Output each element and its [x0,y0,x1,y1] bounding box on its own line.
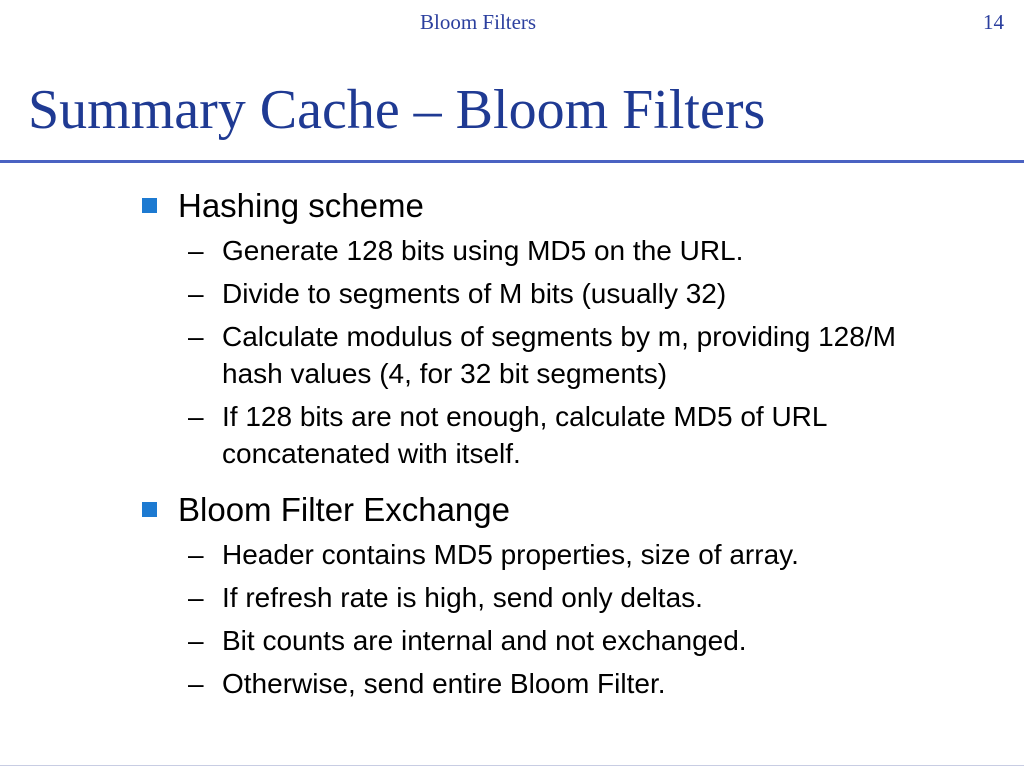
sub-bullet-text: Otherwise, send entire Bloom Filter. [222,668,666,699]
header-title: Bloom Filters [420,10,537,34]
sub-bullet [140,622,1000,659]
dash-bullet-icon: – [188,668,204,699]
dash-bullet-icon: – [188,321,204,352]
sub-bullet [140,318,1000,392]
square-bullet-icon [142,198,157,213]
dash-bullet-icon: – [188,539,204,570]
dash-bullet-icon: – [188,235,204,266]
sub-list-hashing-scheme [140,232,1000,472]
bullet-hashing-scheme [140,186,1000,226]
section-hashing-scheme [140,186,1000,472]
title-divider [0,160,1024,163]
sub-list-bloom-filter-exchange [140,536,1000,702]
slide-content [140,186,1000,708]
page-number: 14 [983,10,1004,34]
slide-title: Summary Cache – Bloom Filters [28,79,766,141]
sub-bullet-text: Divide to segments of M bits (usually 32) [222,278,727,309]
bullet-text: Bloom Filter Exchange [178,491,510,528]
sub-bullet [140,665,1000,702]
sub-bullet-text: Calculate modulus of segments by m, providing 128/M hash values (4, for 32 bit segments) [222,321,896,389]
sub-bullet-text: If refresh rate is high, send only deltas. [222,582,703,613]
sub-bullet-text: Bit counts are internal and not exchanged. [222,625,747,656]
sub-bullet [140,398,1000,472]
bullet-text: Hashing scheme [178,187,424,224]
section-bloom-filter-exchange [140,490,1000,702]
sub-bullet [140,232,1000,269]
sub-bullet-text: Generate 128 bits using MD5 on the URL. [222,235,744,266]
dash-bullet-icon: – [188,278,204,309]
sub-bullet-text: Header contains MD5 properties, size of array. [222,539,799,570]
bottom-divider [0,765,1024,766]
square-bullet-icon [142,502,157,517]
dash-bullet-icon: – [188,582,204,613]
sub-bullet [140,579,1000,616]
bullet-bloom-filter-exchange [140,490,1000,530]
sub-bullet [140,536,1000,573]
dash-bullet-icon: – [188,401,204,432]
sub-bullet [140,275,1000,312]
dash-bullet-icon: – [188,625,204,656]
sub-bullet-text: If 128 bits are not enough, calculate MD5 of URL concatenated with itself. [222,401,827,469]
